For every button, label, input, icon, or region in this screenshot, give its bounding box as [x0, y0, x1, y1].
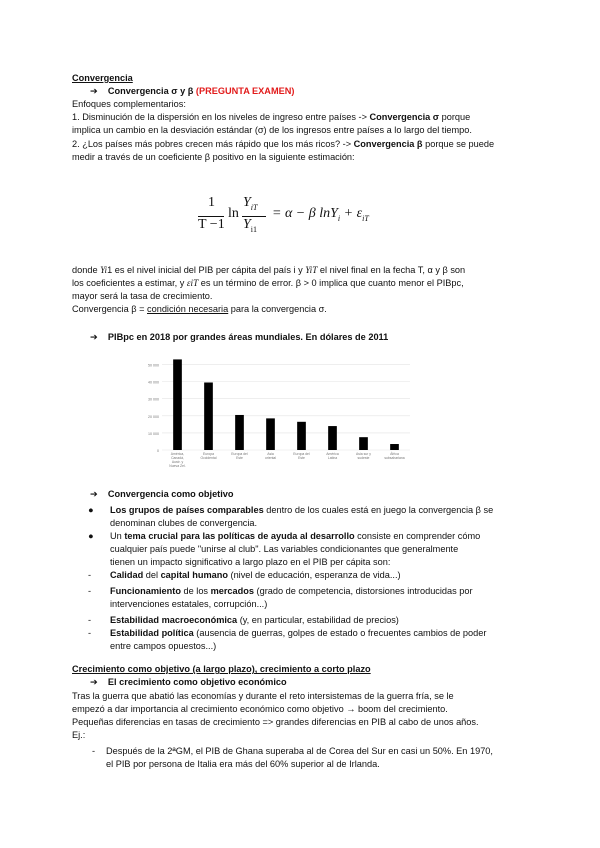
x-tick-label: Latina — [327, 456, 338, 460]
x-tick-label: Asia sur y — [356, 452, 371, 456]
dash-icon: - — [92, 746, 96, 756]
exam-tag: (PREGUNTA EXAMEN) — [195, 86, 295, 96]
example-line1: - Después de la 2ªGM, el PIB de Ghana superaba al de Corea del Sur en casi un 50%. En 1970, — [92, 746, 493, 756]
x-tick-label: Europa del — [231, 452, 248, 456]
bar — [204, 382, 213, 450]
x-tick-label: sudeste — [357, 456, 370, 460]
explain-line4: Convergencia β = condición necesaria para la convergencia σ. — [72, 304, 327, 314]
y-tick-label: 10 000 — [148, 431, 159, 436]
growth-example — [72, 745, 542, 771]
bar — [390, 444, 399, 450]
formula-t-minus-1: T −1 — [198, 217, 225, 232]
arrow-icon: ➔ — [90, 332, 98, 342]
bullet-clubes: ● Los grupos de países comparables dentro de los cuales está en juego la convergencia β se — [88, 505, 494, 515]
dash-capital-humano: - Calidad del capital humano (nivel de educación, esperanza de vida...) — [88, 570, 401, 580]
pibpc-bar-chart — [140, 350, 420, 470]
growth-p1: Tras la guerra que abatió las economías y durante el reto intersistemas de la guerra fría, se le — [72, 691, 454, 701]
dash-mercados-line2: intervenciones estatales, corrupción...) — [110, 599, 268, 609]
bar — [359, 437, 368, 450]
objective-heading: ➔ Convergencia como objetivo — [90, 489, 234, 499]
dash-icon: - — [88, 628, 92, 638]
x-tick-label: Este — [298, 456, 305, 460]
formula-rhs: = α − β $\ln Y_i + \varepsilon_{iT}$ — [272, 206, 369, 223]
x-tick-label: Europa — [203, 452, 214, 456]
x-tick-label: América — [326, 452, 339, 456]
bullet-tema-line3: tienen un impacto significativo a largo plazo en el PIB per cápita son: — [110, 557, 391, 567]
x-tick-label: Este — [236, 456, 243, 460]
y-tick-label: 50 000 — [148, 363, 159, 368]
bar — [173, 359, 182, 450]
dash-icon: - — [88, 586, 92, 596]
p1-line1: 1. Disminución de la dispersión en los niveles de ingreso entre países -> Convergencia σ porque — [72, 112, 471, 122]
bullet-icon: ● — [88, 531, 94, 541]
x-tick-label: oriental — [264, 456, 277, 460]
dash-macro: - Estabilidad macroeconómica (y, en particular, estabilidad de precios) — [88, 615, 399, 625]
objective-list — [72, 504, 542, 653]
x-tick-label: Austr. y — [171, 460, 184, 464]
growth-subtitle: ➔ El crecimiento como objetivo económico — [90, 677, 287, 687]
subtitle-convergencia-sigma-beta: ➔ Convergencia σ y β (PREGUNTA EXAMEN) — [90, 86, 295, 96]
growth-p3: Pequeñas diferencias en tasas de crecimiento => grandes diferencias en PIB al cabo de unos años. — [72, 717, 479, 727]
x-tick-label: subsahariana — [384, 456, 405, 460]
bar — [297, 422, 306, 450]
formula-one: 1 — [208, 195, 215, 210]
bar — [266, 418, 275, 450]
explain-line2: los coeficientes a estimar, y εiT es un término de error. β > 0 implica que cuanto menor el PIBpc, — [72, 278, 464, 288]
formula-ln: ln — [228, 206, 239, 221]
x-tick-label: Europa del — [293, 452, 310, 456]
bullet-tema-line2: cualquier país puede "unirse al club". Las variables condicionantes que generalmente — [110, 544, 459, 554]
dash-icon: - — [88, 570, 92, 580]
x-tick-label: Occidental — [200, 456, 217, 460]
beta-convergence-formula — [196, 196, 396, 240]
chart-heading: ➔ PIBpc en 2018 por grandes áreas mundiales. En dólares de 2011 — [90, 332, 389, 342]
example-line2: el PIB por persona de Italia era más del 60% superior al de Irlanda. — [106, 759, 380, 769]
p2-line2: medir a través de un coeficiente β positivo en la siguiente estimación: — [72, 152, 355, 162]
chart-svg — [140, 350, 420, 470]
bar — [235, 415, 244, 450]
x-tick-label: América, — [170, 452, 185, 456]
bullet-clubes-line2: denominan clubes de convergencia. — [110, 518, 258, 528]
explain-line3: mayor será la tasa de crecimiento. — [72, 291, 213, 301]
arrow-icon: ➔ — [90, 677, 98, 687]
p1-line2: implica un cambio en la desviación estándar (σ) de los ingresos entre países a lo largo del tiempo. — [72, 125, 472, 135]
y-tick-label: 0 — [157, 449, 159, 453]
x-tick-label: África — [390, 452, 399, 456]
growth-p4: Ej.: — [72, 730, 86, 740]
x-tick-label: Asia — [267, 452, 274, 456]
growth-title: Crecimiento como objetivo (a largo plazo), crecimiento a corto plazo — [72, 664, 371, 674]
arrow-icon: ➔ — [90, 86, 98, 96]
growth-p2: empezó a dar importancia al crecimiento económico como objetivo → boom del crecimiento. — [72, 704, 448, 714]
p2-line1: 2. ¿Los países más pobres crecen más rápido que los más ricos? -> Convergencia β porque se puede — [72, 139, 495, 149]
dash-politica: - Estabilidad política (ausencia de guerras, golpes de estado o frecuentes cambios de poder — [88, 628, 487, 638]
y-tick-label: 30 000 — [148, 397, 159, 402]
formula-numerator: $Y_{iT}$ — [243, 195, 258, 212]
bullet-icon: ● — [88, 505, 94, 515]
enfoques-line: Enfoques complementarios: — [72, 99, 186, 109]
bullet-tema-crucial: ● Un tema crucial para las políticas de ayuda al desarrollo consiste en comprender cómo — [88, 531, 481, 541]
x-tick-label: Canadá, — [171, 456, 184, 460]
x-tick-label: Nueva Zel. — [169, 464, 186, 468]
formula-denominator: $Y_{i1}$ — [243, 217, 258, 234]
explain-line1: donde Yi1 es el nivel inicial del PIB per cápita del país i y YiT el nivel final en la fecha T, α y β son — [72, 265, 466, 275]
dash-politica-line2: entre campos opuestos...) — [110, 641, 217, 651]
dash-icon: - — [88, 615, 92, 625]
y-tick-label: 40 000 — [148, 380, 159, 385]
dash-mercados: - Funcionamiento de los mercados (grado de competencia, distorsiones introducidas por — [88, 586, 473, 596]
bar — [328, 426, 337, 450]
section-title-convergencia: Convergencia — [72, 73, 133, 83]
arrow-icon: ➔ — [90, 489, 98, 499]
y-tick-label: 20 000 — [148, 414, 159, 419]
